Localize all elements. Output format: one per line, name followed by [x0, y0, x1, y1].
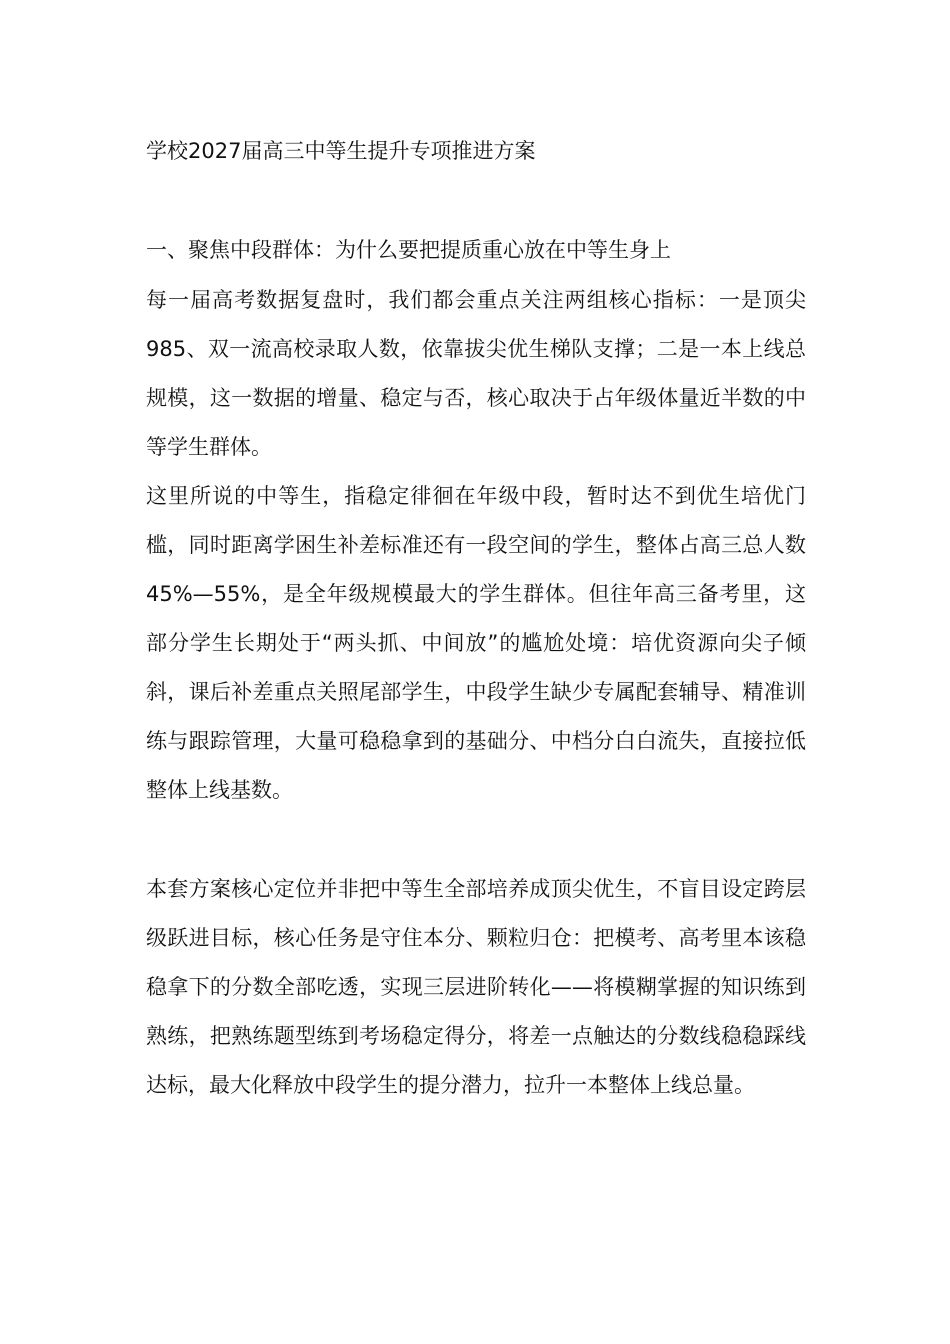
document-title: 学校2027届高三中等生提升专项推进方案	[146, 139, 536, 163]
paragraph-1: 每一届高考数据复盘时，我们都会重点关注两组核心指标：一是顶尖985、双一流高校录取人数，依靠拔尖优生梯队支撑；二是一本上线总规模，这一数据的增量、稳定与否，核心取决于占年级体量近半数的中等学生群体。	[146, 288, 806, 459]
paragraph-3: 本套方案核心定位并非把中等生全部培养成顶尖优生，不盲目设定跨层级跃进目标，核心任务是守住本分、颗粒归仓：把模考、高考里本该稳稳拿下的分数全部吃透，实现三层进阶转化——将模糊掌握的知识练到熟练，把熟练题型练到考场稳定得分，将差一点触达的分数线稳稳踩线达标，最大化释放中段学生的提分潜力，拉升一本整体上线总量。	[146, 877, 806, 1097]
section-heading: 一、聚焦中段群体：为什么要把提质重心放在中等生身上	[146, 238, 671, 262]
paragraph-2: 这里所说的中等生，指稳定徘徊在年级中段，暂时达不到优生培优门槛，同时距离学困生补差标准还有一段空间的学生，整体占高三总人数45%—55%，是全年级规模最大的学生群体。但往年高三备考里，这部分学生长期处于“两头抓、中间放”的尴尬处境：培优资源向尖子倾斜，课后补差重点关照尾部学生，中段学生缺少专属配套辅导、精准训练与跟踪管理，大量可稳稳拿到的基础分、中档分白白流失，直接拉低整体上线基数。	[146, 484, 806, 802]
